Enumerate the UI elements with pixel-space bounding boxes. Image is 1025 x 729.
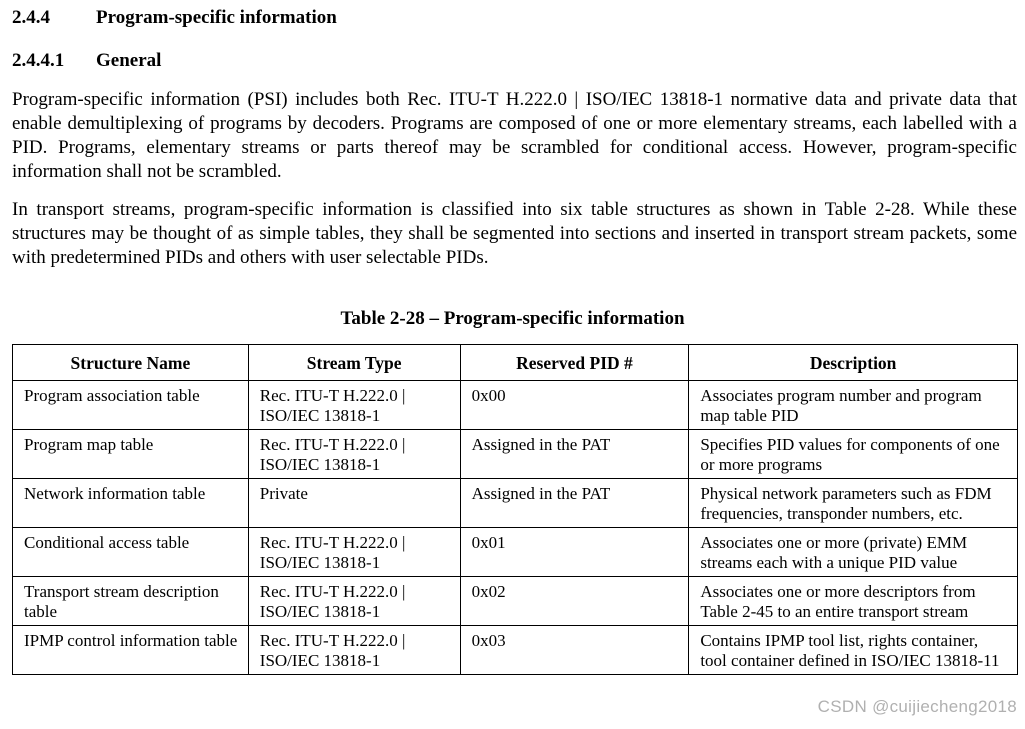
paragraph-transport-streams: In transport streams, program-specific information is classified into six table structures as shown in Table 2-28. While these structures may be thought of as simple tables, they shall be segmented into sections and inserted in transport stream packets, some with predetermined PIDs and others with user selectable PIDs. [12, 199, 1017, 268]
cell-stream-type: Rec. ITU-T H.222.0 | ISO/IEC 13818-1 [248, 381, 460, 430]
cell-reserved-pid: 0x02 [460, 577, 689, 626]
subsection-heading [12, 50, 161, 72]
cell-description: Associates one or more descriptors from Table 2-45 to an entire transport stream [689, 577, 1018, 626]
cell-structure-name: Program map table [13, 430, 249, 479]
cell-stream-type: Rec. ITU-T H.222.0 | ISO/IEC 13818-1 [248, 577, 460, 626]
table-row [13, 577, 1018, 626]
table-row [13, 626, 1018, 675]
header-description: Description [689, 345, 1018, 381]
paragraph-psi-intro: Program-specific information (PSI) includes both Rec. ITU-T H.222.0 | ISO/IEC 13818-1 normative data and private data that enable demultiplexing of programs by decoders. Programs are composed of one or more elementary streams, each labelled with a PID. Programs, elementary streams or parts thereof may be scrambled for conditional access. However, program-specific information shall not be scrambled. [12, 89, 1017, 182]
table-row [13, 528, 1018, 577]
table-row [13, 381, 1018, 430]
section-title: Program-specific information [96, 7, 337, 28]
cell-structure-name: Program association table [13, 381, 249, 430]
cell-stream-type: Private [248, 479, 460, 528]
cell-description: Physical network parameters such as FDM frequencies, transponder numbers, etc. [689, 479, 1018, 528]
table-caption: Table 2-28 – Program-specific information [340, 308, 685, 329]
cell-stream-type: Rec. ITU-T H.222.0 | ISO/IEC 13818-1 [248, 528, 460, 577]
cell-description: Specifies PID values for components of one or more programs [689, 430, 1018, 479]
cell-structure-name: Conditional access table [13, 528, 249, 577]
cell-stream-type: Rec. ITU-T H.222.0 | ISO/IEC 13818-1 [248, 626, 460, 675]
cell-structure-name: Transport stream description table [13, 577, 249, 626]
cell-reserved-pid: 0x00 [460, 381, 689, 430]
cell-structure-name: Network information table [13, 479, 249, 528]
table-row [13, 430, 1018, 479]
header-structure-name: Structure Name [13, 345, 249, 381]
cell-reserved-pid: Assigned in the PAT [460, 479, 689, 528]
watermark: CSDN @cuijiecheng2018 [817, 697, 1017, 716]
cell-description: Associates one or more (private) EMM streams each with a unique PID value [689, 528, 1018, 577]
cell-reserved-pid: 0x03 [460, 626, 689, 675]
cell-reserved-pid: Assigned in the PAT [460, 430, 689, 479]
table-row [13, 479, 1018, 528]
section-heading [12, 7, 337, 29]
cell-description: Associates program number and program map table PID [689, 381, 1018, 430]
header-stream-type: Stream Type [248, 345, 460, 381]
cell-description: Contains IPMP tool list, rights container, tool container defined in ISO/IEC 13818-11 [689, 626, 1018, 675]
subsection-title: General [96, 50, 162, 71]
cell-stream-type: Rec. ITU-T H.222.0 | ISO/IEC 13818-1 [248, 430, 460, 479]
cell-structure-name: IPMP control information table [13, 626, 249, 675]
psi-table [12, 344, 1018, 675]
cell-reserved-pid: 0x01 [460, 528, 689, 577]
subsection-number: 2.4.4.1 [12, 50, 65, 71]
table-header-row [13, 345, 1018, 381]
header-reserved-pid: Reserved PID # [460, 345, 689, 381]
section-number: 2.4.4 [12, 7, 50, 28]
